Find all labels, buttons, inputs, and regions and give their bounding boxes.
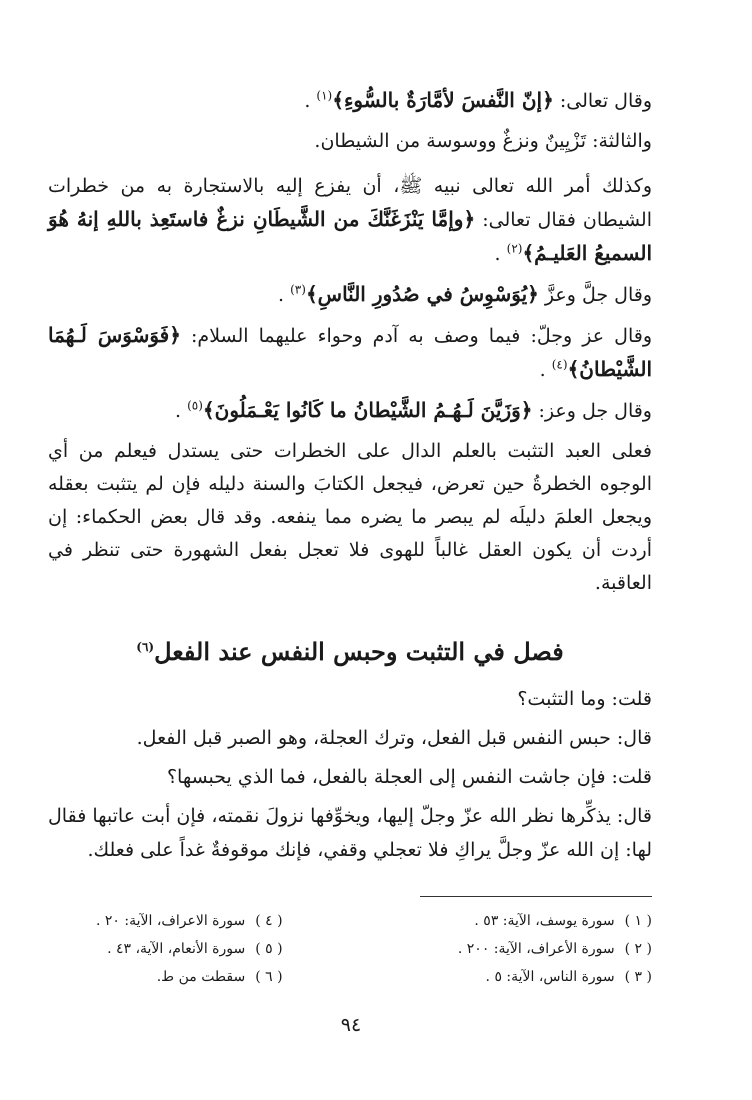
footnote-5	[96, 938, 283, 960]
paragraph-quote-2	[48, 170, 652, 271]
quran-verse: ﴿إنّ النَّفسَ لأمَّارَةٌ بالسُّوءِ﴾	[332, 88, 554, 112]
quran-verse: ﴿وإمَّا يَنْزَغَنَّكَ من الشَّيطَانِ نزغٌ فاستَعِذ باللهِ إنهُ هُوَ السميعُ العَليـمُ﴾	[48, 207, 652, 265]
paragraph-quote-1	[48, 84, 652, 118]
answer-2: قال: يذكِّرها نظر الله عزّ وجلّ إليها، ويخوِّفها نزولَ نقمته، فإن أبت عاتبها فقال لها: إن الله عزّ وجلَّ يراكِ فلا تعجلي وقفي، فإنك موقوفةٌ غداً على فعلك.	[48, 805, 652, 861]
section-heading	[48, 632, 652, 672]
quran-verse: ﴿فَوَسْوَسَ لَـهُمَا الشَّيْطانُ﴾	[48, 323, 652, 381]
page-body	[48, 84, 652, 872]
section-title: فصل في التثبت وحبس النفس عند الفعل	[154, 637, 564, 666]
footnote-ref: (٣)	[290, 282, 306, 297]
footnote-text: سورة الأعراف، الآية: ٢٠٠ .	[457, 941, 615, 957]
text: وكذلك أمر الله تعالى نبيه ﷺ، أن يفزع إليه بالاستجارة به من خطرات الشيطان فقال تعالى:	[48, 175, 652, 231]
page-number: ٩٤	[340, 1014, 362, 1036]
quran-verse: ﴿يُوَسْوِسُ في صُدُورِ النَّاسِ﴾	[305, 282, 539, 306]
footnote-number: ( ٤ )	[255, 913, 283, 929]
footnote-3	[458, 966, 652, 988]
footnote-text: سورة الأنعام، الآية، ٤٣ .	[107, 941, 246, 957]
footnote-text: سقطت من ط.	[156, 969, 246, 985]
question-1: قلت: وما التثبت؟	[517, 688, 652, 710]
footnote-number: ( ٥ )	[255, 941, 283, 957]
footnote-ref: (٦)	[136, 640, 155, 654]
footnote-4	[96, 910, 283, 932]
footnote-ref: (١)	[316, 88, 333, 103]
footnote-ref: (٤)	[551, 357, 568, 372]
footnote-number: ( ٢ )	[624, 941, 652, 957]
footnotes-column-left	[96, 910, 283, 988]
text: .	[494, 243, 507, 265]
paragraph-quote-4	[48, 319, 652, 387]
text: .	[278, 284, 291, 306]
text: وقال جل وعز:	[532, 400, 652, 422]
answer-1: قال: حبس النفس قبل الفعل، وترك العجلة، وهو الصبر قبل الفعل.	[136, 727, 652, 749]
footnote-1	[458, 910, 652, 932]
quran-verse: ﴿وَزَيَّنَ لَـهُـمُ الشَّيْطانُ ما كَانُوا يَعْـمَلُونَ﴾	[202, 398, 533, 422]
text: وقال تعالى:	[553, 90, 652, 112]
text: .	[539, 359, 552, 381]
footnote-text: سورة يوسف، الآية: ٥٣ .	[474, 913, 615, 929]
footnotes	[96, 910, 652, 988]
footnote-6	[96, 966, 283, 988]
paragraph-quote-5	[48, 394, 652, 428]
footnote-number: ( ٦ )	[255, 969, 283, 985]
footnote-ref: (٢)	[506, 241, 523, 256]
footnote-2	[458, 938, 652, 960]
footnote-number: ( ١ )	[624, 913, 652, 929]
text: وقال جلَّ وعزَّ	[538, 284, 652, 306]
paragraph-quote-3	[48, 278, 652, 312]
footnote-ref: (٥)	[187, 398, 203, 413]
footnote-text: سورة الناس، الآية: ٥ .	[485, 969, 615, 985]
footnotes-column-right	[458, 910, 652, 988]
text: .	[174, 400, 188, 422]
paragraph-reflection: فعلى العبد التثبت بالعلم الدال على الخطرات حتى يستدل فيعلم من أي الوجوه الخطرةُ حين تعرض، فيجعل الكتابَ والسنة دليله فإن لم يتثبت بعقله ويجعل العلمَ دليلَه لم يبصر ما يضره مما ينفعه. وقد قال بعض الحكماء: إن أردت أن يكون العقل غالباً للهوى فلا تعجل بفعل الشهورة حتى تنظر في العاقبة.	[48, 440, 652, 594]
question-2: قلت: فإن جاشت النفس إلى العجلة بالفعل، فما الذي يحبسها؟	[166, 766, 652, 788]
text: وقال عز وجلّ: فيما وصف به آدم وحواء عليهما السلام:	[180, 325, 653, 347]
footnote-divider	[420, 896, 652, 897]
text: .	[304, 90, 317, 112]
paragraph-third: والثالثة: تَزْيِينٌ ونزغٌ ووسوسة من الشيطان.	[314, 130, 652, 152]
footnote-text: سورة الاعراف، الآية: ٢٠ .	[96, 913, 246, 929]
footnote-number: ( ٣ )	[624, 969, 652, 985]
